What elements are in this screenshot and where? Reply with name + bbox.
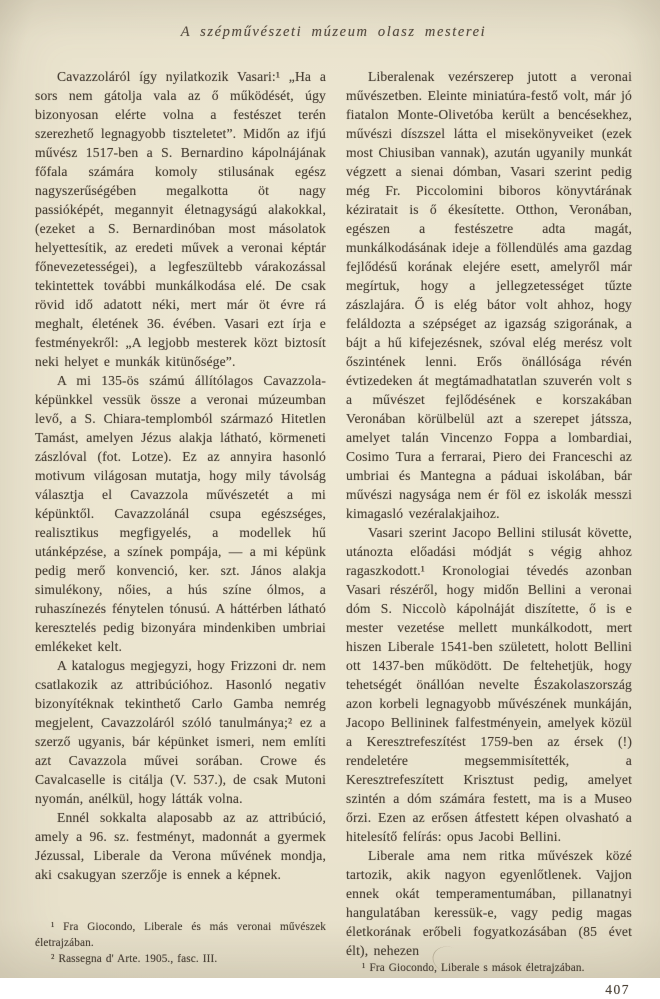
paragraph: Ennél sokkalta alaposabb az az attribúció, amely a 96. sz. festményt, madonnát a gyermek Jézussal, Liberale da Verona művének mondja, aki csakugyan szerzője is ennek a képnek. [35,810,326,882]
left-text-column [35,67,326,967]
footnote: ¹ Fra Giocondo, Liberale s mások életrajzában. [362,962,585,974]
footnote: ¹ Fra Giocondo, Liberale és más veronai művészek életrajzában. [35,921,326,949]
footnote: ² Rassegna d' Arte. 1905., fasc. III. [51,953,218,965]
two-column-text-block [35,67,632,997]
paragraph: Liberalenak vezérszerep jutott a veronai művészetben. Eleinte miniatúra-festő volt, már jó fiatalon Monte-Olivetóba került a bencésekhez, művészi díszszel látta el misekönyveiket (ezek most Chiusiban vannak), azután ugyanily munkát végzett a sienai dómban, Vasari szerint pedig még Fr. Piccolomini biboros könyvtárának kéziratait is ő ékesítette. Otthon, Veronában, egészen a festészetre adta magát, munkálkodásának ideje a föllendülés ama gazdag fejlődésű korának elejére esett, amelyről már megírtuk, hogy a jellegzetességet tűzte zászlajára. Ő is elég bátor volt ahhoz, hogy feláldozta a szépséget az igazság szigorának, a bájt a hű kifejezésnek, szóval elég merész volt őszintének lenni. Erős önállósága révén évtizedeken át megtámadhatatlan szuverén volt s a művészet fejlődésének e korszakában Veronában körülbelül azt a szerepet játssza, amelyet talán Vincenzo Foppa a lombardiai, Cosimo Tura a ferrarai, Piero dei Franceschi az umbriai és Mantegna a páduai iskolában, bár művészi nagysága nem ér föl ez iskolák messzi kimagasló vezéralakjaihoz. [346,69,632,521]
running-head: A szépművészeti múzeum olasz mesterei [180,24,487,40]
paragraph: Cavazzoláról így nyilatkozik Vasari:¹ „Ha a sors nem gátolja vala az ő működését, úgy bizonyosan elérte volna a festészet terén szerezhető legnagyobb tiszteletet”. Midőn az ifjú művész 1517-ben a S. Bernardino kápolnájának főfala számára komoly stilusának egész nagyszerűségében megalkotta öt nagy passióképét, megannyit életnagyságú alakokkal, (ezeket a S. Bernardinóban most másolatok helyettesítik, az eredeti művek a veronai képtár főnevezetességei), a legfeszültebb várakozással tekintettek további munkálkodása elé. De csak rövid idő adatott néki, mert már öt évre rá meghalt, életének 36. évében. Vasari ezt írja e festményekről: „A legjobb mesterek közt biztosít neki helyet e munkák kitünősége”. [35,69,326,369]
right-footnotes [346,960,632,976]
paragraph: A katalogus megjegyzi, hogy Frizzoni dr. nem csatlakozik az attribúcióhoz. Hasonló negativ bizonyítéknak tekinthető Carlo Gamba nemrég megjelent, Cavazzoláról szóló tanulmánya;² ez a szerző ugyanis, bár képünket ismeri, nem említi azt Cavazzola művei sorában. Crowe és Cavalcaselle is citálja (V. 537.), de csak Mutoni nyomán, anélkül, hogy látták volna. [35,658,326,806]
left-footnotes [35,919,326,967]
page-number: 407 [605,982,630,997]
paragraph: Vasari szerint Jacopo Bellini stilusát követte, utánozta előadási módját s végig ahhoz ragaszkodott.¹ Kronologiai tévedés azonban Vasari részéről, hogy midőn Bellini a veronai dóm S. Niccolò kápolnáját diszítette, ő is e mester vezetése mellett munkálkodott, mert hiszen Liberale 1541-ben született, holott Bellini ott 1437-ben működött. De feltehetjük, hogy tehetségét önállóan nevelte Északolaszország azon korbeli legnagyobb művészének munkáján, Jacopo Bellininek falfestményein, amelyek közül a Keresztrefeszítést 1759-ben az érsek (!) rendeletére megsemmisítették, a Keresztrefeszített Krisztust pedig, amelyet szintén a dóm számára festett, ma is a Museo őrzi. Ezen az erősen átfestett képen olvasható a hitelesítő felírás: opus Jacobi Bellini. [346,525,632,844]
right-text-column [346,67,632,997]
paragraph: Liberale ama nem ritka művészek közé tartozik, akik nagyon egyenlőtlenek. Vajjon ennek okát temperamentumában, pillanatnyi hangulatában keressük-e, vagy pedig magas életkorának erőbeli fogyatkozásában (85 évet élt), nehezen [346,848,632,958]
paragraph: A mi 135-ös számú állítólagos Cavazzola-képünkkel vessük össze a veronai múzeumban levő, a S. Chiara-templomból származó Hitetlen Tamást, amelyen Jézus alakja látható, körmeneti zászlóval (fot. Lotze). Ez az annyira hasonló motivum világosan mutatja, hogy mily távolság választja el Cavazzola művészetét a mi képünktől. Cavazzolánál csupa egészséges, realisztikus megfigyelés, a modellek hű utánképzése, a színek pompája, — a mi képünk pedig merő konvenció, ker. szt. János alakja simulékony, nőies, a hús színe ólmos, a ruhaszínezés fénytelen tónusú. A háttérben látható keresztelés pedig bizonyára mindenkiben umbriai emlékeket kelt. [35,373,326,654]
